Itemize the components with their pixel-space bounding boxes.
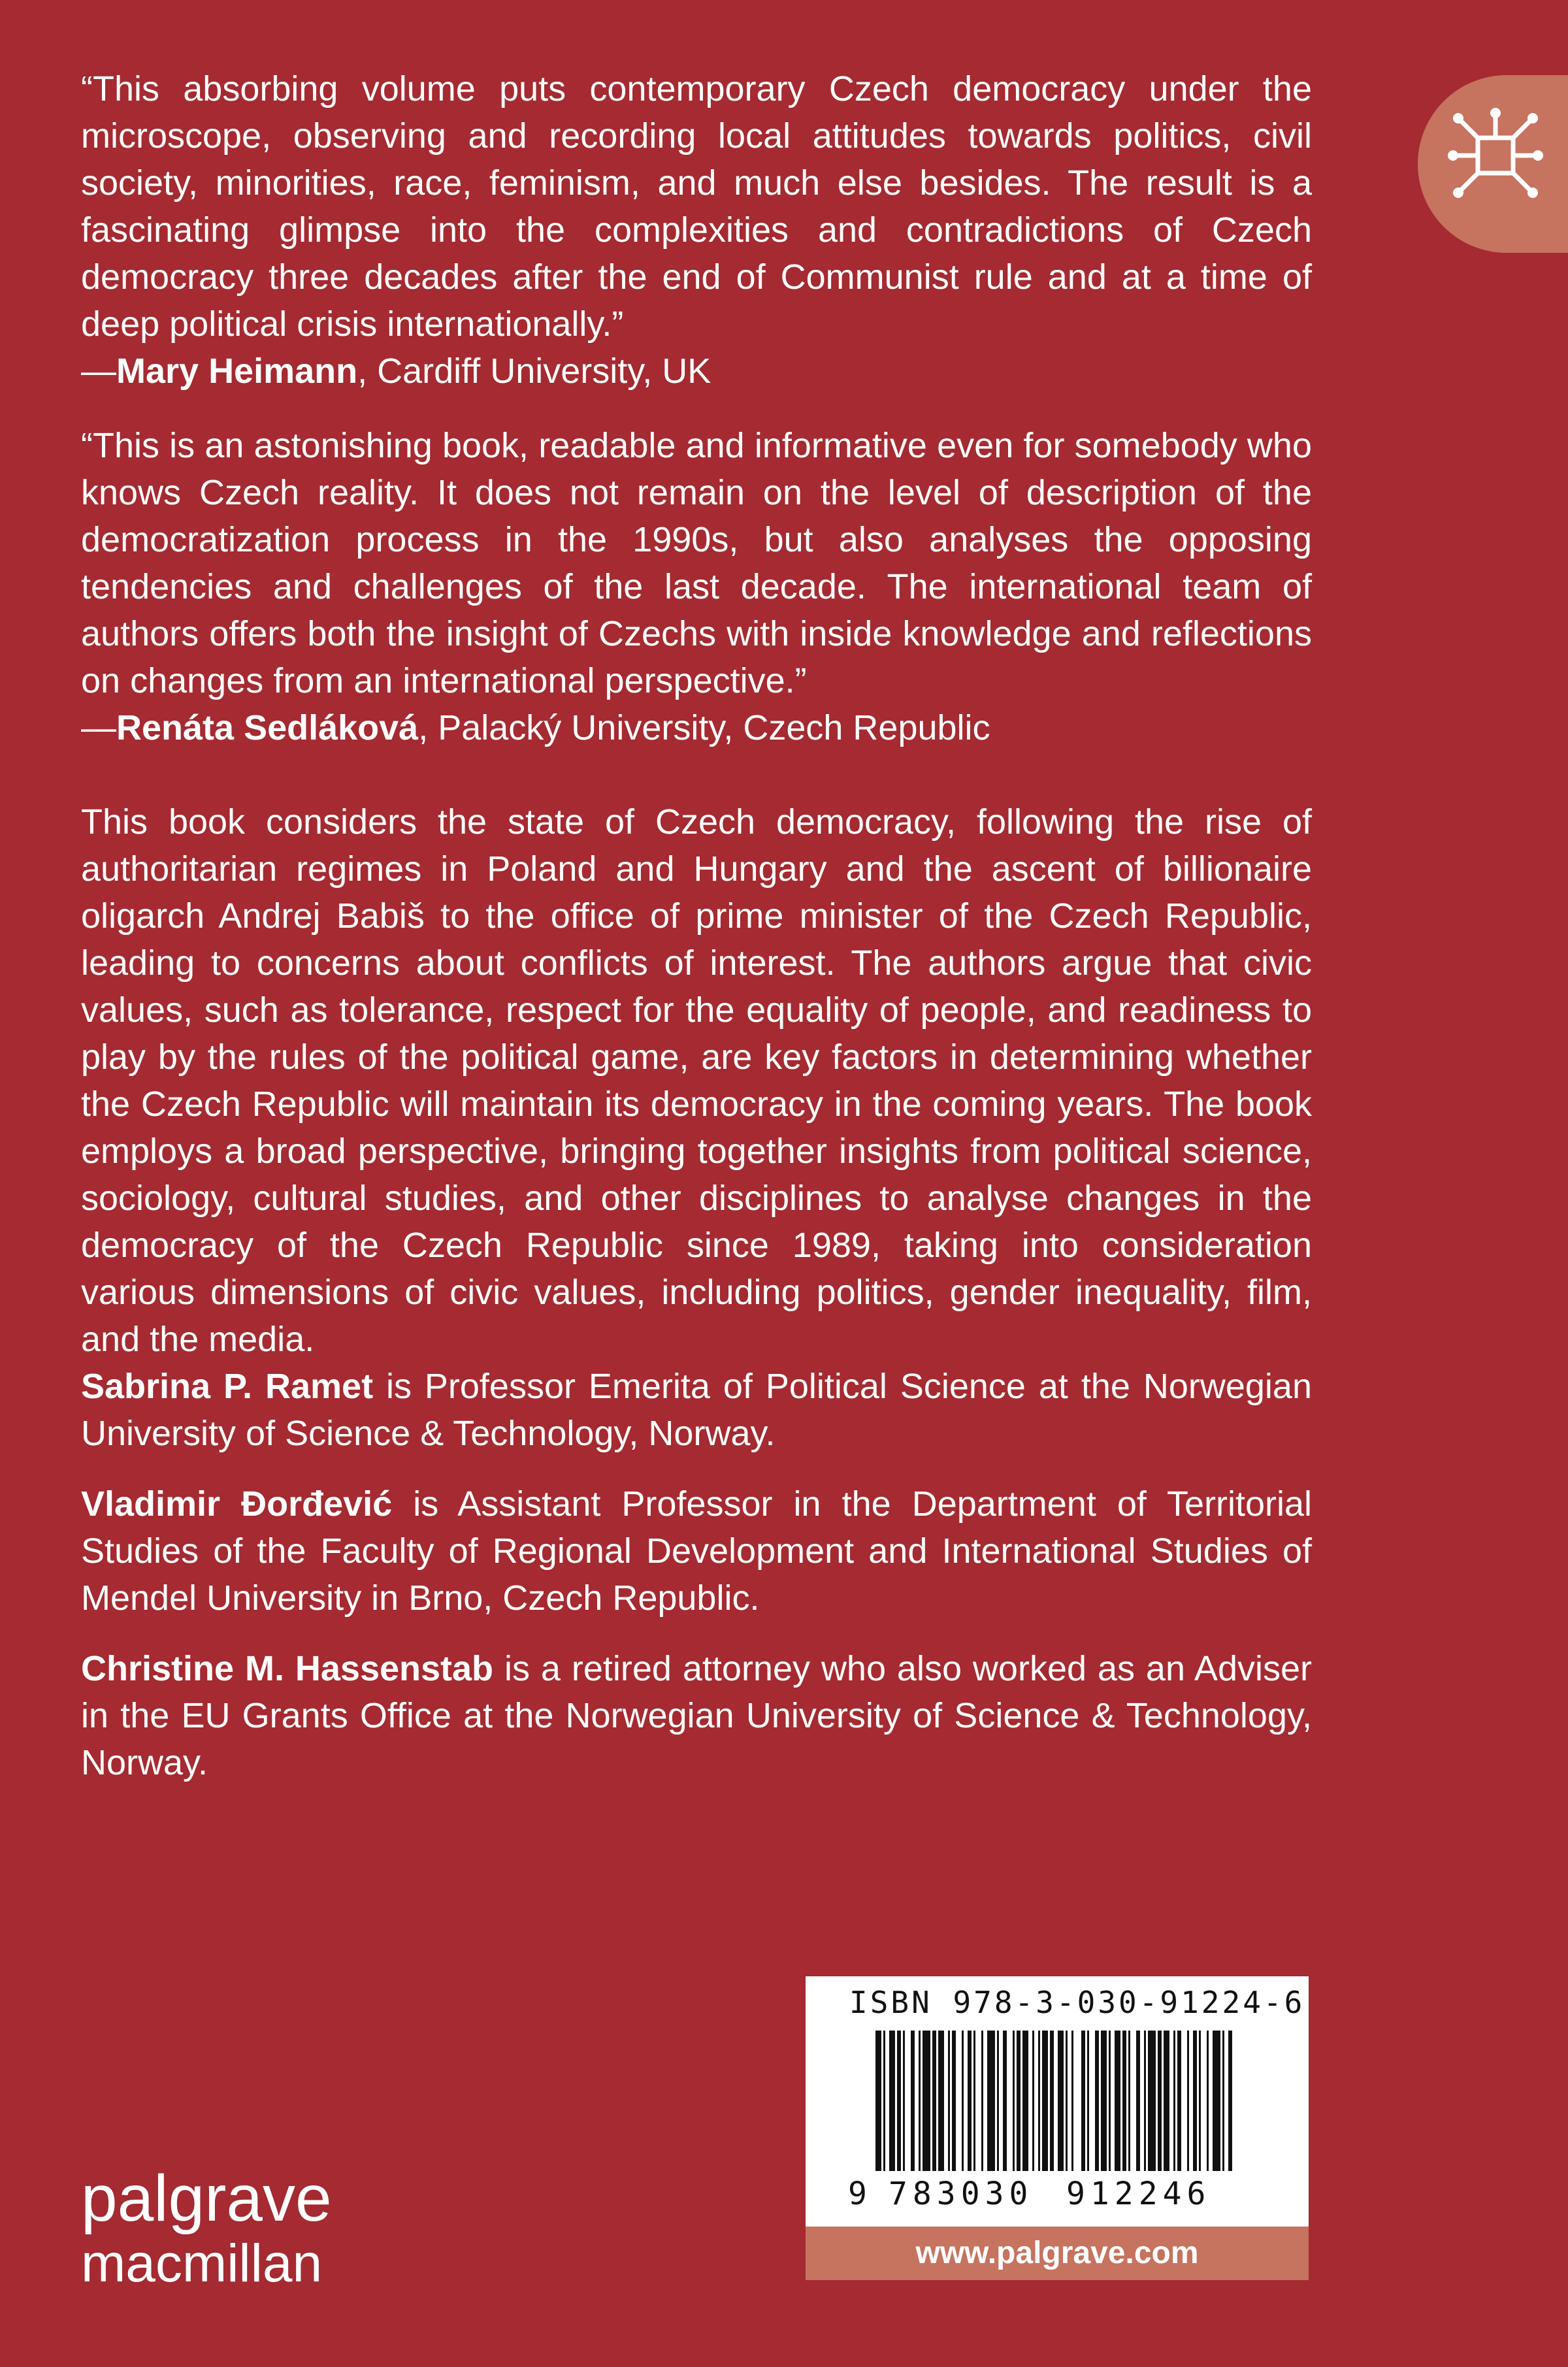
barcode-bar [1109,2031,1111,2171]
barcode-bar [968,2031,972,2171]
barcode-bar [1081,2031,1085,2171]
barcode-bar [1228,2031,1232,2171]
publisher-name: palgrave [81,2162,332,2235]
attribution-dash: — [81,351,116,391]
barcode-bar [1115,2031,1120,2171]
barcode-bar [923,2031,930,2171]
barcode-lead-digit: 9 [848,2176,867,2212]
isbn-label: ISBN 978-3-030-91224-6 [849,1985,1305,2020]
barcode-bar [1050,2031,1054,2171]
publisher-imprint: macmillan [81,2234,323,2293]
barcode-bar [911,2031,915,2171]
barcode-bar [1042,2031,1048,2171]
endorsement-quote-1 [81,65,1312,395]
bio-name: Sabrina P. Ramet [81,1367,374,1406]
barcode-bar [1207,2031,1209,2171]
barcode-bar [1193,2031,1197,2171]
author-bio-3 [81,1645,1312,1786]
barcode-bar [1087,2031,1089,2171]
author-bio-1 [81,1363,1312,1457]
bio-text: is Professor Emerita of Political Science at the Norwegian University of Science & Technology, Norway. [81,1367,1312,1453]
barcode-bar [1148,2031,1156,2171]
bio-text: is a retired attorney who also worked as an Adviser in the EU Grants Office at the Norwegian University of Science & Technology, Norway. [81,1649,1312,1782]
barcode-bar [1032,2031,1034,2171]
barcode-bar [1177,2031,1181,2171]
barcode-bar [1136,2031,1140,2171]
quote-affiliation: , Palacký University, Czech Republic [418,708,990,747]
barcode-bar [1013,2031,1015,2171]
quote-author: Renáta Sedláková [116,708,419,747]
barcode-bar [1213,2031,1220,2171]
barcode-bar [1173,2031,1175,2171]
quote-text: “This absorbing volume puts contemporary Czech democracy under the microscope, observing and recording local attitudes towards politics, civil society, minorities, race, feminism, and much else besides. The result is a fascinating glimpse into the complexities and contradictions of Czech democracy three decades after the end of Communist rule and at a time of deep political crisis internationally.” [81,69,1312,344]
barcode-bar [1058,2031,1064,2171]
barcode-bar [1222,2031,1224,2171]
barcode-bar [962,2031,964,2171]
barcode-bar [1199,2031,1201,2171]
palgrave-network-icon [1446,106,1544,204]
author-bio-2 [81,1480,1312,1622]
quote-text: “This is an astonishing book, readable and informative even for somebody who knows Czech reality. It does not remain on the level of description of the democratization process in the 1990s, but also analyses the opposing tendencies and challenges of the last decade. The international team of authors offers both the insight of Czechs with inside knowledge and reflections on changes from an international perspective.” [81,426,1312,700]
barcode-bar [875,2031,881,2171]
barcode-bar [1071,2031,1073,2171]
barcode-left-digits: 783030 [889,2176,1034,2212]
barcode-bar [1128,2031,1130,2171]
barcode-bar [919,2031,921,2171]
barcode-right-digits: 912246 [1066,2176,1211,2212]
attribution-dash: — [81,708,116,747]
barcode-bars [875,2031,1241,2194]
quote-attribution [81,704,1312,751]
description-text: This book considers the state of Czech democracy, following the rise of authoritarian regimes in Poland and Hungary and the ascent of billionaire oligarch Andrej Babiš to the office of prime minister of the Czech Republic, leading to concerns about conflicts of interest. The authors argue that civic values, such as tolerance, respect for the equality of people, and readiness to play by the rules of the political game, are key factors in determining whether the Czech Republic will maintain its democracy in the coming years. The book employs a broad perspective, bringing together insights from political science, sociology, cultural studies, and other disciplines to analyse changes in the democracy of the Czech Republic since 1989, taking into consideration various dimensions of civic values, including politics, gender inequality, film, and the media. [81,802,1312,1359]
barcode-bar [1187,2031,1189,2171]
barcode-bar [1066,2031,1068,2171]
barcode-bar [1144,2031,1146,2171]
barcode-bar [1158,2031,1162,2171]
barcode-bar [981,2031,983,2171]
bio-name: Vladimir Đorđević [81,1484,393,1524]
barcode-bar [987,2031,995,2171]
quote-affiliation: , Cardiff University, UK [357,351,711,391]
barcode-bar [883,2031,885,2171]
barcode-bar [1038,2031,1040,2171]
barcode-bar [1022,2031,1028,2171]
bio-name: Christine M. Hassenstab [81,1649,494,1688]
barcode-bar [938,2031,944,2171]
barcode-bar [1164,2031,1169,2171]
barcode-bar [1095,2031,1099,2171]
barcode-bar [973,2031,975,2171]
barcode-bar [948,2031,950,2171]
barcode-bar [952,2031,956,2171]
book-description [81,798,1312,1363]
quote-author: Mary Heimann [116,351,358,391]
endorsement-quote-2 [81,422,1312,751]
barcode-bar [903,2031,905,2171]
barcode-bar [1017,2031,1021,2171]
barcode-bar [932,2031,936,2171]
quote-attribution [81,348,1312,395]
barcode-bar [1101,2031,1107,2171]
bio-text: is Assistant Professor in the Department of Territorial Studies of the Faculty of Regional Development and International Studies of Mendel University in Brno, Czech Republic. [81,1484,1312,1618]
barcode-bar [889,2031,895,2171]
publisher-website[interactable]: www.palgrave.com [806,2227,1309,2280]
barcode-bar [1003,2031,1007,2171]
barcode-bar [1122,2031,1126,2171]
barcode-bar [897,2031,901,2171]
barcode-bar [997,2031,999,2171]
publisher-logo-tab [1418,75,1568,253]
